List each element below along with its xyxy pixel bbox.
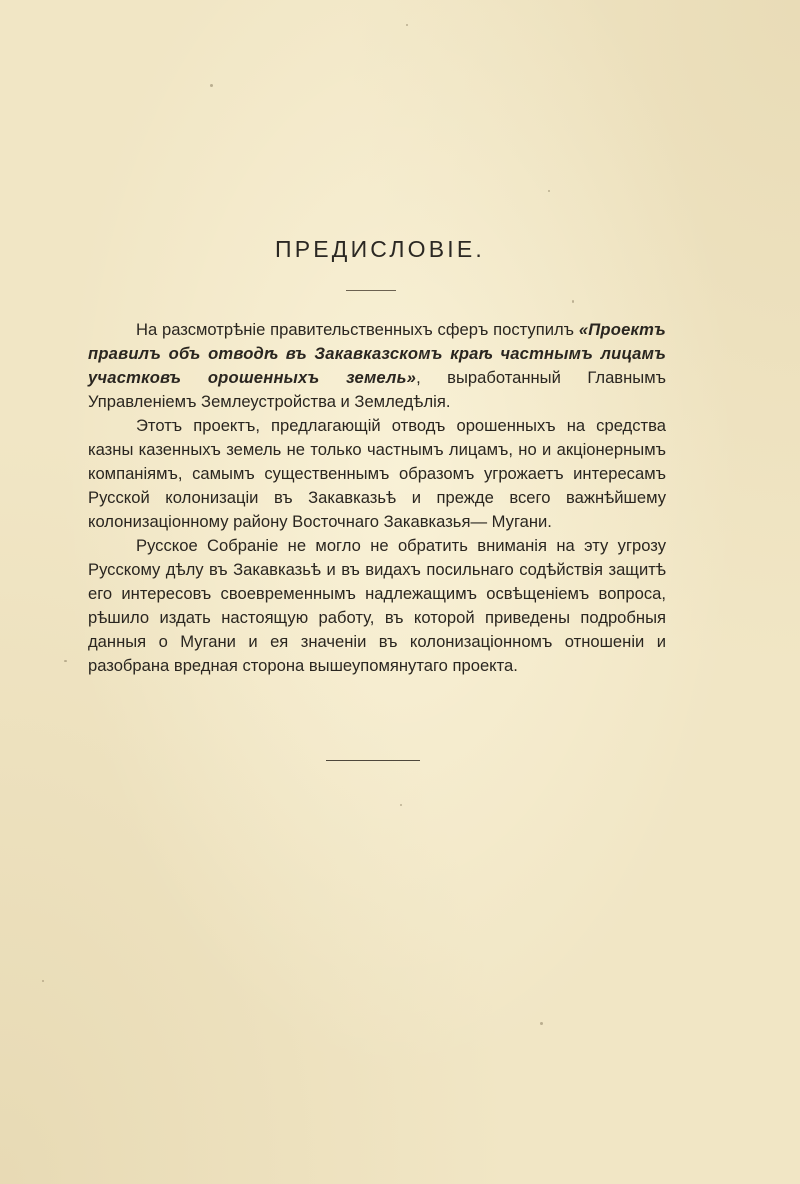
paper-speck <box>64 660 67 662</box>
paper-speck <box>406 24 408 26</box>
paragraph-3: Русское Собраніе не могло не обратить вниманія на эту угрозу Русскому дѣлу въ Закавказьѣ и въ видахъ посильнаго содѣйствія защитѣ его интересовъ своевременнымъ надлежащимъ освѣщеніемъ вопроса, рѣшило издать настоящую работу, въ которой приведены подробныя данныя о Мугани и ея значеніи въ колонизаціонномъ отношеніи и разобрана вредная сторона вышеупомянутаго проекта. <box>88 536 666 675</box>
page-title: ПРЕДИСЛОВІЕ. <box>274 236 485 262</box>
paper-speck <box>548 190 550 192</box>
end-divider <box>326 760 420 761</box>
paragraph-1-lead: На разсмотрѣніе правительственныхъ сферъ поступилъ <box>136 320 575 339</box>
paper-speck <box>540 1022 543 1025</box>
paper-speck <box>400 804 402 806</box>
paper-speck <box>42 980 44 982</box>
project-title-quote: «Проектъ правилъ объ отводѣ въ Закавказскомъ краѣ частнымъ лицамъ участковъ орошенныхъ земель» <box>88 320 666 387</box>
paper-speck <box>210 84 213 87</box>
paragraph-1-tail: , выработанный Главнымъ Управленіемъ Землеустройства и Земледѣлія. <box>88 368 666 411</box>
preface-body <box>88 318 666 678</box>
paragraph-2: Этотъ проектъ, предлагающій отводъ орошенныхъ на средства казны казенныхъ земель не только частнымъ лицамъ, но и акціонернымъ компаніямъ, самымъ существеннымъ образомъ угрожаетъ интересамъ Русской колонизаціи въ Закавказьѣ и прежде всего важнѣйшему колонизаціонному району Восточнаго Закавказья— Мугани. <box>88 416 666 531</box>
paragraph-1 <box>88 318 666 414</box>
paper-speck <box>572 300 574 303</box>
title-divider <box>346 290 396 291</box>
